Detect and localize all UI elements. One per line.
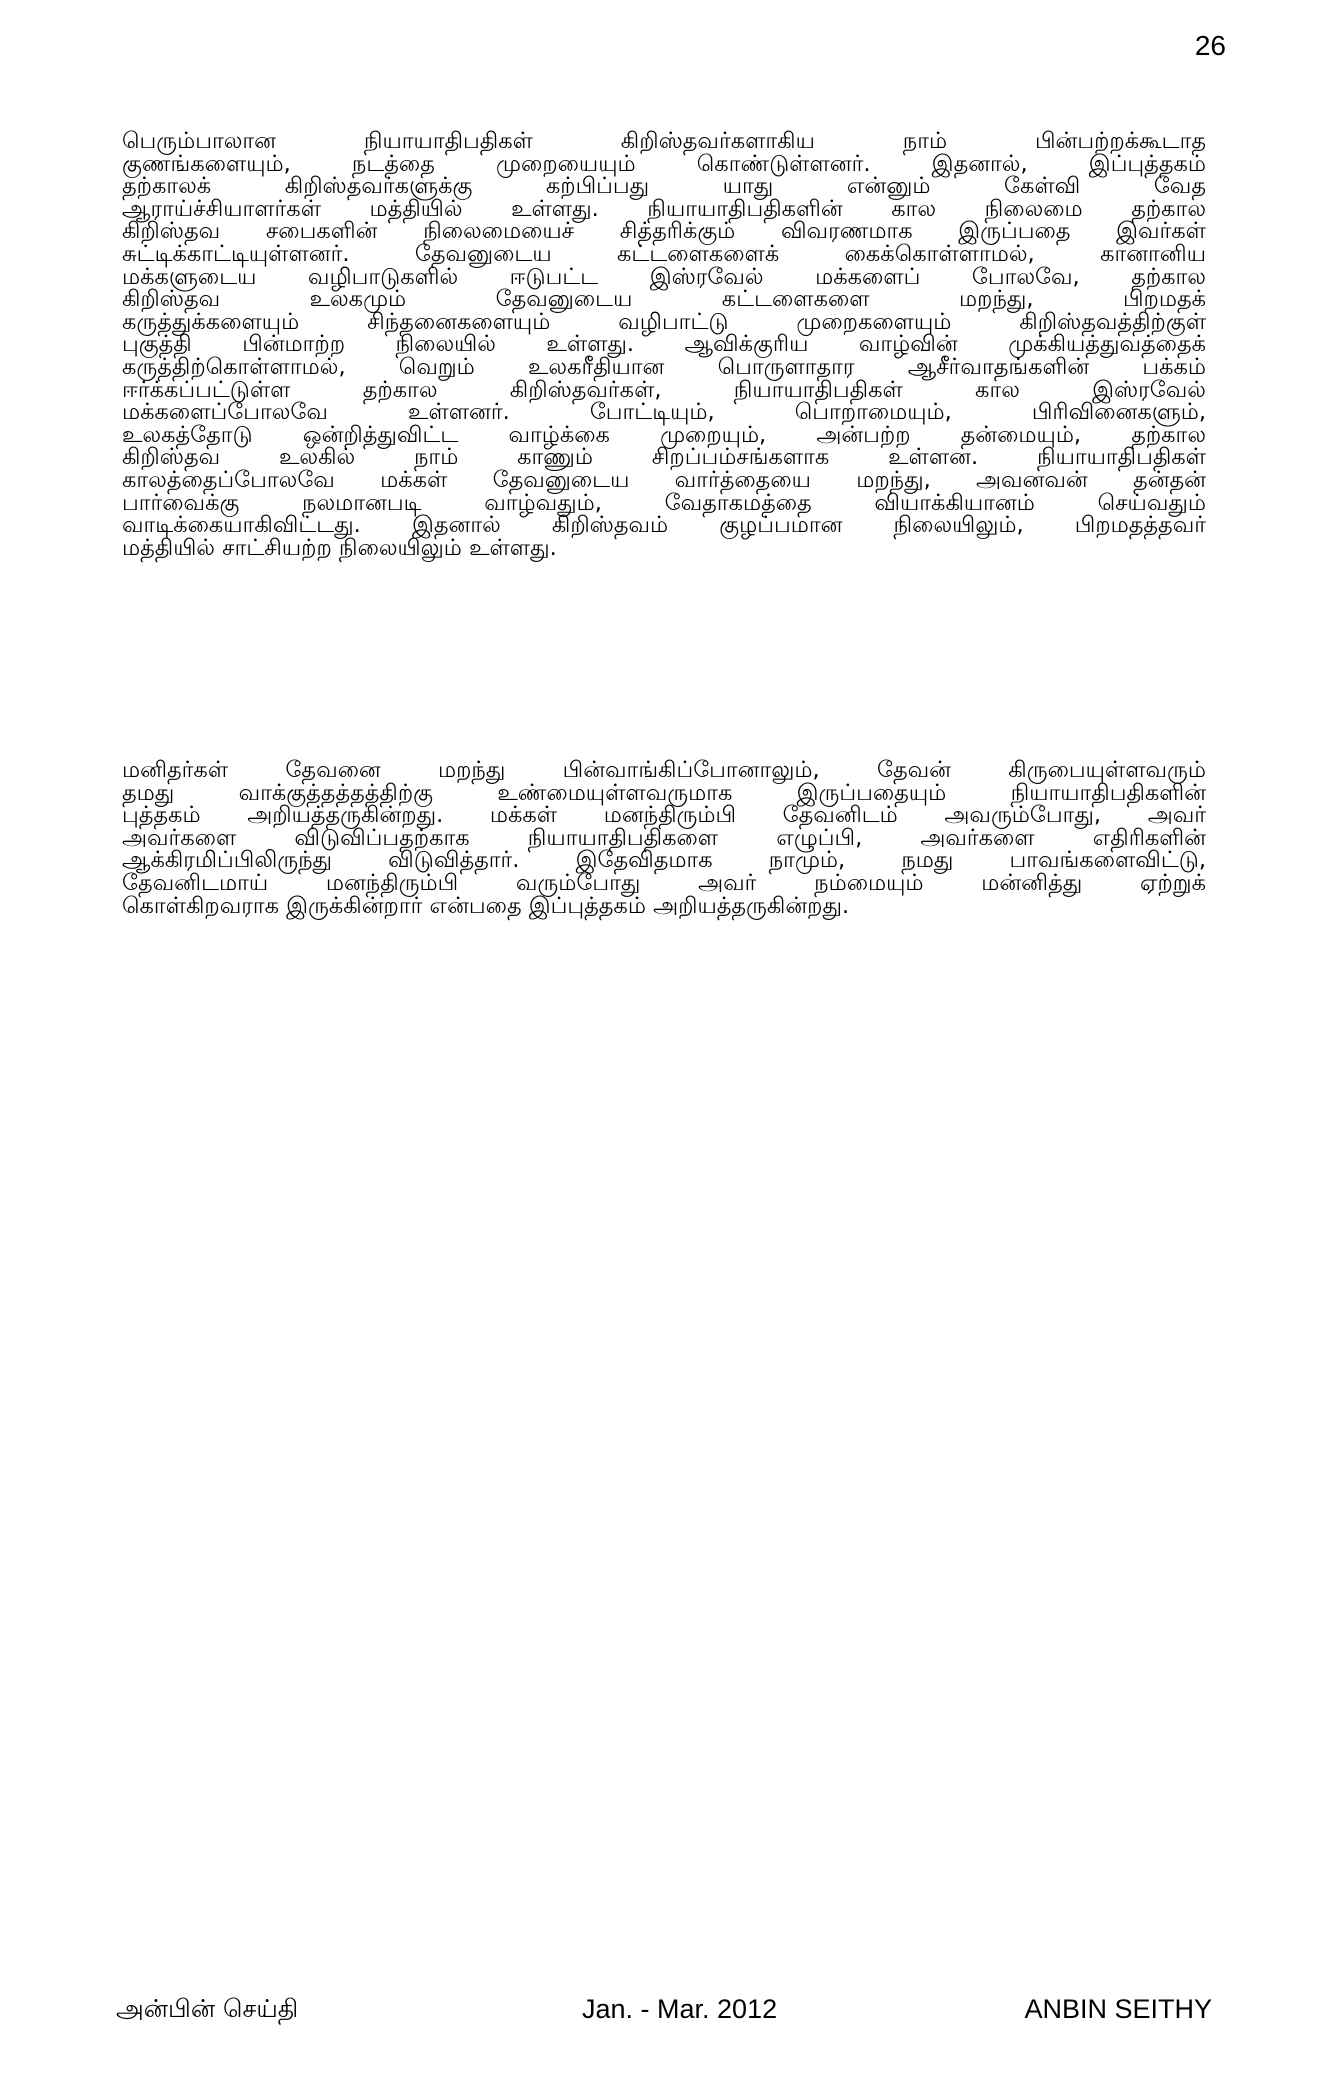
text-line: கிறிஸ்தவ உலகமும் தேவனுடைய கட்டளைகளை மறந்து, பிறமதக் (122, 286, 1206, 313)
text-line: சுட்டிக்காட்டியுள்ளனர். தேவனுடைய கட்டளைகளைக் கைக்கொள்ளாமல், கானானிய (122, 240, 1206, 267)
text-line: பார்வைக்கு நலமானபடி வாழ்வதும், வேதாகமத்தை வியாக்கியானம் செய்வதும் (122, 489, 1206, 516)
paragraph-text (122, 130, 1206, 559)
text-line: கொள்கிறவராக இருக்கின்றார் என்பதை இப்புத்தகம் அறியத்தருகின்றது. (122, 892, 850, 919)
text-line: ஆக்கிரமிப்பிலிருந்து விடுவித்தார். இதேவிதமாக நாமும், நமது பாவங்களைவிட்டு, (122, 847, 1206, 874)
text-line: உலகத்தோடு ஒன்றித்துவிட்ட வாழ்க்கை முறையும், அன்பற்ற தன்மையும், தற்கால (122, 421, 1206, 448)
footer-magazine-title-tamil: அன்பின் செய்தி (116, 1994, 299, 2023)
text-line: புத்தகம் அறியத்தருகின்றது. மக்கள் மனந்திரும்பி தேவனிடம் அவரும்போது, அவர் (122, 802, 1206, 829)
text-line: குணங்களையும், நடத்தை முறையையும் கொண்டுள்ளனர். இதனால், இப்புத்தகம் (122, 150, 1206, 177)
text-line: கிறிஸ்தவ உலகில் நாம் காணும் சிறப்பம்சங்களாக உள்ளன. நியாயாதிபதிகள் (122, 444, 1206, 471)
text-line: ஆராய்ச்சியாளர்கள் மத்தியில் உள்ளது. நியாயாதிபதிகளின் கால நிலைமை தற்கால (122, 195, 1206, 222)
text-line: ஈர்க்கப்பட்டுள்ள தற்கால கிறிஸ்தவர்கள், நியாயாதிபதிகள் கால இஸ்ரவேல் (122, 376, 1206, 403)
text-line: தேவனிடமாய் மனந்திரும்பி வரும்போது அவர் நம்மையும் மன்னித்து ஏற்றுக் (122, 869, 1206, 896)
paragraph-text (122, 759, 1206, 917)
page-number: 26 (1194, 30, 1226, 61)
text-line: தற்காலக் கிறிஸ்தவர்களுக்கு கற்பிப்பது யாது என்னும் கேள்வி வேத (122, 173, 1206, 200)
text-line: வாடிக்கையாகிவிட்டது. இதனால் கிறிஸ்தவம் குழப்பமான நிலையிலும், பிறமதத்தவர் (122, 512, 1206, 539)
text-line: கிறிஸ்தவ சபைகளின் நிலைமையைச் சித்தரிக்கும் விவரணமாக இருப்பதை இவர்கள் (122, 218, 1206, 245)
paragraph-2 (122, 759, 1206, 917)
text-line: பெரும்பாலான நியாயாதிபதிகள் கிறிஸ்தவர்களாகிய நாம் பின்பற்றக்கூடாத (122, 128, 1206, 154)
paragraph-1 (122, 130, 1206, 559)
text-line: கருத்திற்கொள்ளாமல், வெறும் உலகரீதியான பொருளாதார ஆசீர்வாதங்களின் பக்கம் (122, 353, 1206, 380)
page-footer (116, 1994, 1212, 2034)
text-line: அவர்களை விடுவிப்பதற்காக நியாயாதிபதிகளை எழுப்பி, அவர்களை எதிரிகளின் (122, 824, 1206, 851)
text-line: காலத்தைப்போலவே மக்கள் தேவனுடைய வார்த்தையை மறந்து, அவனவன் தன்தன் (122, 466, 1206, 493)
text-line: மத்தியில் சாட்சியற்ற நிலையிலும் உள்ளது. (122, 534, 557, 561)
text-line: மக்களுடைய வழிபாடுகளில் ஈடுபட்ட இஸ்ரவேல் மக்களைப் போலவே, தற்கால (122, 263, 1206, 290)
text-line: கருத்துக்களையும் சிந்தனைகளையும் வழிபாட்டு முறைகளையும் கிறிஸ்தவத்திற்குள் (122, 308, 1206, 335)
footer-issue-date: Jan. - Mar. 2012 (582, 1994, 778, 2024)
text-line: புகுத்தி பின்மாற்ற நிலையில் உள்ளது. ஆவிக்குரிய வாழ்வின் முக்கியத்துவத்தைக் (122, 331, 1206, 358)
text-line: தமது வாக்குத்தத்தத்திற்கு உண்மையுள்ளவருமாக இருப்பதையும் நியாயாதிபதிகளின் (122, 779, 1206, 806)
footer-magazine-title-english: ANBIN SEITHY (1024, 1994, 1212, 2024)
text-line: மக்களைப்போலவே உள்ளனர். போட்டியும், பொறாமையும், பிரிவினைகளும், (122, 399, 1206, 426)
text-line: மனிதர்கள் தேவனை மறந்து பின்வாங்கிப்போனாலும், தேவன் கிருபையுள்ளவரும் (122, 757, 1206, 783)
